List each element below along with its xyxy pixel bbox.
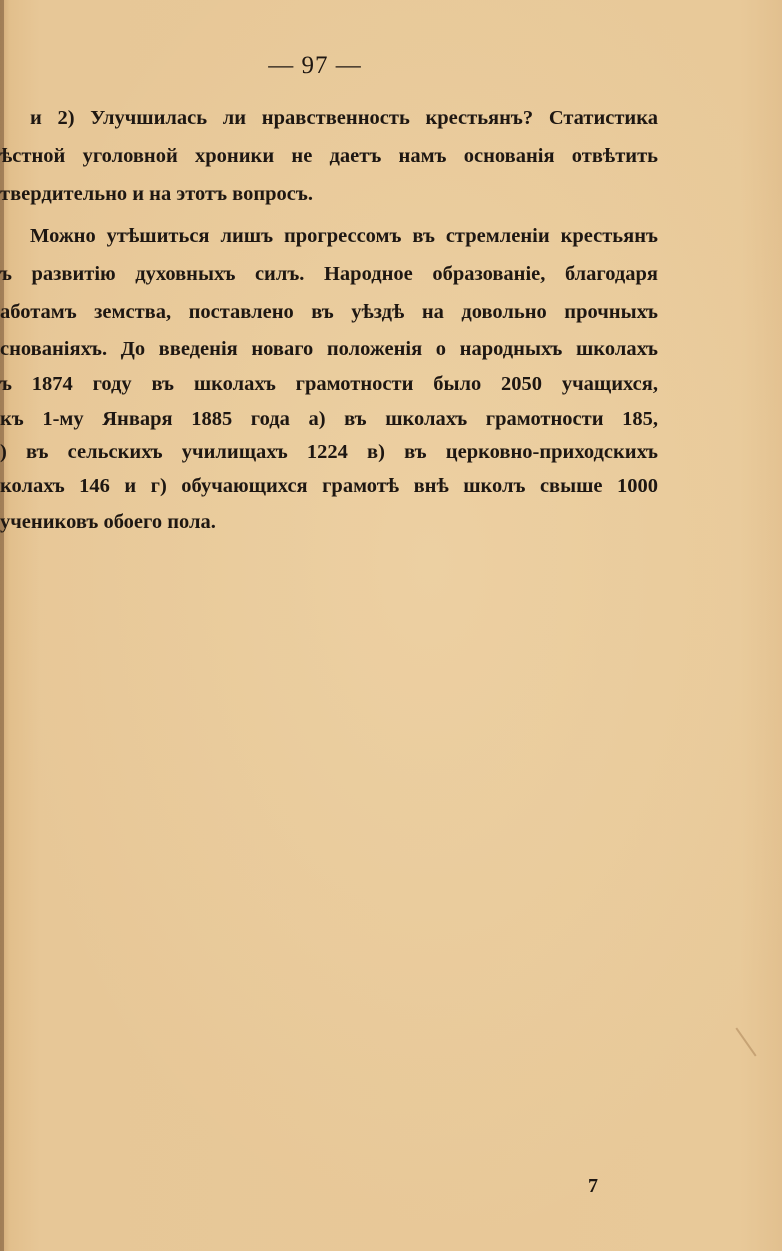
text-line: ъ 1874 году въ школахъ грамотности было 2050 учащихся, [0, 374, 658, 395]
text-line: и 2) Улучшилась ли нравственность крестьянъ? Статистика [30, 108, 658, 129]
text-line: колахъ 146 и г) обучающихся грамотѣ внѣ школъ свыше 1000 [0, 476, 658, 497]
text-line: ъ развитію духовныхъ силъ. Народное образованіе, благодаря [0, 264, 658, 285]
text-line: ѣстной уголовной хроники не даетъ намъ основанія отвѣтить [0, 146, 658, 167]
text-line: къ 1-му Января 1885 года а) въ школахъ грамотности 185, [0, 409, 658, 430]
text-line: учениковъ обоего пола. [0, 511, 216, 533]
text-line: снованіяхъ. До введенія новаго положенія о народныхъ школахъ [0, 339, 658, 360]
text-line: твердительно и на этотъ вопросъ. [0, 183, 313, 205]
page-number-header: — 97 — [268, 52, 362, 79]
text-line: Можно утѣшиться лишъ прогрессомъ въ стремленіи крестьянъ [30, 226, 658, 247]
text-line: аботамъ земства, поставлено въ уѣздѣ на довольно прочныхъ [0, 302, 658, 323]
signature-mark: 7 [588, 1175, 598, 1197]
paper-mark [735, 1028, 756, 1057]
text-line: ) въ сельскихъ училищахъ 1224 в) въ церковно-приходскихъ [0, 442, 658, 463]
